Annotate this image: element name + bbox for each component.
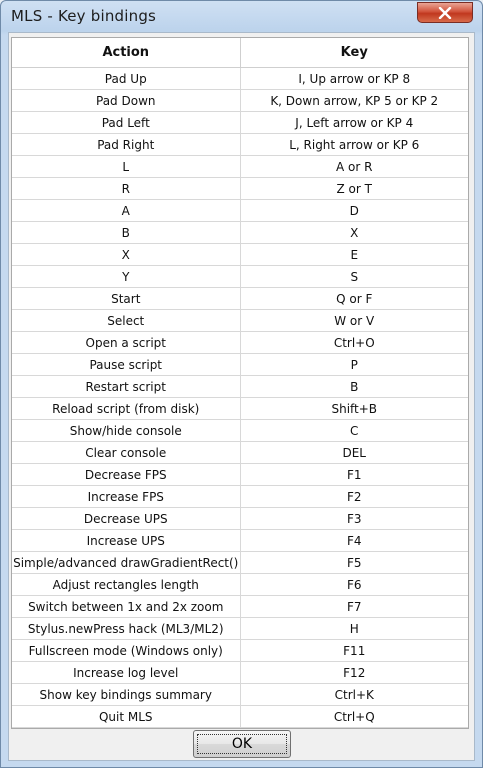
key-cell: C [240, 420, 468, 442]
key-cell: F5 [240, 552, 468, 574]
key-bindings-table [12, 38, 468, 728]
key-cell: Ctrl+O [240, 332, 468, 354]
action-cell: Pad Left [12, 112, 240, 134]
table-row[interactable] [12, 288, 468, 310]
action-cell: Reload script (from disk) [12, 398, 240, 420]
table-row[interactable] [12, 706, 468, 728]
key-cell: DEL [240, 442, 468, 464]
table-row[interactable] [12, 68, 468, 90]
table-row[interactable] [12, 244, 468, 266]
key-cell: F11 [240, 640, 468, 662]
key-cell: S [240, 266, 468, 288]
table-row[interactable] [12, 684, 468, 706]
action-cell: Pad Up [12, 68, 240, 90]
action-cell: Y [12, 266, 240, 288]
ok-button-label: OK [231, 736, 253, 752]
table-row[interactable] [12, 574, 468, 596]
action-cell: Fullscreen mode (Windows only) [12, 640, 240, 662]
table-row[interactable] [12, 156, 468, 178]
table-row[interactable] [12, 376, 468, 398]
key-cell: B [240, 376, 468, 398]
table-row[interactable] [12, 486, 468, 508]
key-cell: F1 [240, 464, 468, 486]
table-header-row [12, 38, 468, 68]
action-cell: Clear console [12, 442, 240, 464]
table-row[interactable] [12, 662, 468, 684]
action-cell: Pad Right [12, 134, 240, 156]
window-title: MLS - Key bindings [11, 7, 157, 25]
key-cell: P [240, 354, 468, 376]
dialog-client-area [8, 32, 475, 761]
key-cell: H [240, 618, 468, 640]
table-row[interactable] [12, 420, 468, 442]
action-cell: Select [12, 310, 240, 332]
action-cell: Decrease FPS [12, 464, 240, 486]
column-header-key[interactable]: Key [240, 38, 468, 68]
table-row[interactable] [12, 310, 468, 332]
action-cell: L [12, 156, 240, 178]
action-cell: Restart script [12, 376, 240, 398]
action-cell: Increase UPS [12, 530, 240, 552]
action-cell: B [12, 222, 240, 244]
key-cell: F6 [240, 574, 468, 596]
action-cell: Quit MLS [12, 706, 240, 728]
table-row[interactable] [12, 464, 468, 486]
key-cell: D [240, 200, 468, 222]
action-cell: Pad Down [12, 90, 240, 112]
action-cell: Stylus.newPress hack (ML3/ML2) [12, 618, 240, 640]
ok-button[interactable] [193, 730, 291, 758]
action-cell: Pause script [12, 354, 240, 376]
table-row[interactable] [12, 508, 468, 530]
action-cell: Increase FPS [12, 486, 240, 508]
action-cell: Adjust rectangles length [12, 574, 240, 596]
key-cell: X [240, 222, 468, 244]
key-cell: L, Right arrow or KP 6 [240, 134, 468, 156]
column-header-action[interactable]: Action [12, 38, 240, 68]
table-row[interactable] [12, 112, 468, 134]
table-row[interactable] [12, 266, 468, 288]
table-row[interactable] [12, 442, 468, 464]
key-cell: K, Down arrow, KP 5 or KP 2 [240, 90, 468, 112]
key-cell: F4 [240, 530, 468, 552]
key-cell: F2 [240, 486, 468, 508]
table-row[interactable] [12, 596, 468, 618]
action-cell: Increase log level [12, 662, 240, 684]
action-cell: Show/hide console [12, 420, 240, 442]
action-cell: A [12, 200, 240, 222]
action-cell: Decrease UPS [12, 508, 240, 530]
table-row[interactable] [12, 222, 468, 244]
key-cell: Q or F [240, 288, 468, 310]
table-row[interactable] [12, 178, 468, 200]
key-bindings-table-frame[interactable] [11, 37, 469, 729]
key-cell: Ctrl+K [240, 684, 468, 706]
table-row[interactable] [12, 398, 468, 420]
table-row[interactable] [12, 200, 468, 222]
table-row[interactable] [12, 134, 468, 156]
action-cell: R [12, 178, 240, 200]
close-button[interactable] [417, 2, 473, 23]
table-row[interactable] [12, 530, 468, 552]
key-cell: F3 [240, 508, 468, 530]
action-cell: Open a script [12, 332, 240, 354]
key-cell: W or V [240, 310, 468, 332]
table-row[interactable] [12, 90, 468, 112]
action-cell: X [12, 244, 240, 266]
key-cell: E [240, 244, 468, 266]
close-icon [438, 7, 452, 19]
focus-rectangle [197, 734, 287, 754]
key-cell: J, Left arrow or KP 4 [240, 112, 468, 134]
key-cell: A or R [240, 156, 468, 178]
key-cell: Shift+B [240, 398, 468, 420]
action-cell: Start [12, 288, 240, 310]
key-cell: F7 [240, 596, 468, 618]
key-cell: I, Up arrow or KP 8 [240, 68, 468, 90]
key-cell: F12 [240, 662, 468, 684]
title-bar[interactable] [1, 1, 482, 32]
key-cell: Z or T [240, 178, 468, 200]
action-cell: Simple/advanced drawGradientRect() [12, 552, 240, 574]
key-cell: Ctrl+Q [240, 706, 468, 728]
table-row[interactable] [12, 552, 468, 574]
table-row[interactable] [12, 618, 468, 640]
table-row[interactable] [12, 354, 468, 376]
action-cell: Switch between 1x and 2x zoom [12, 596, 240, 618]
table-row[interactable] [12, 640, 468, 662]
table-row[interactable] [12, 332, 468, 354]
action-cell: Show key bindings summary [12, 684, 240, 706]
